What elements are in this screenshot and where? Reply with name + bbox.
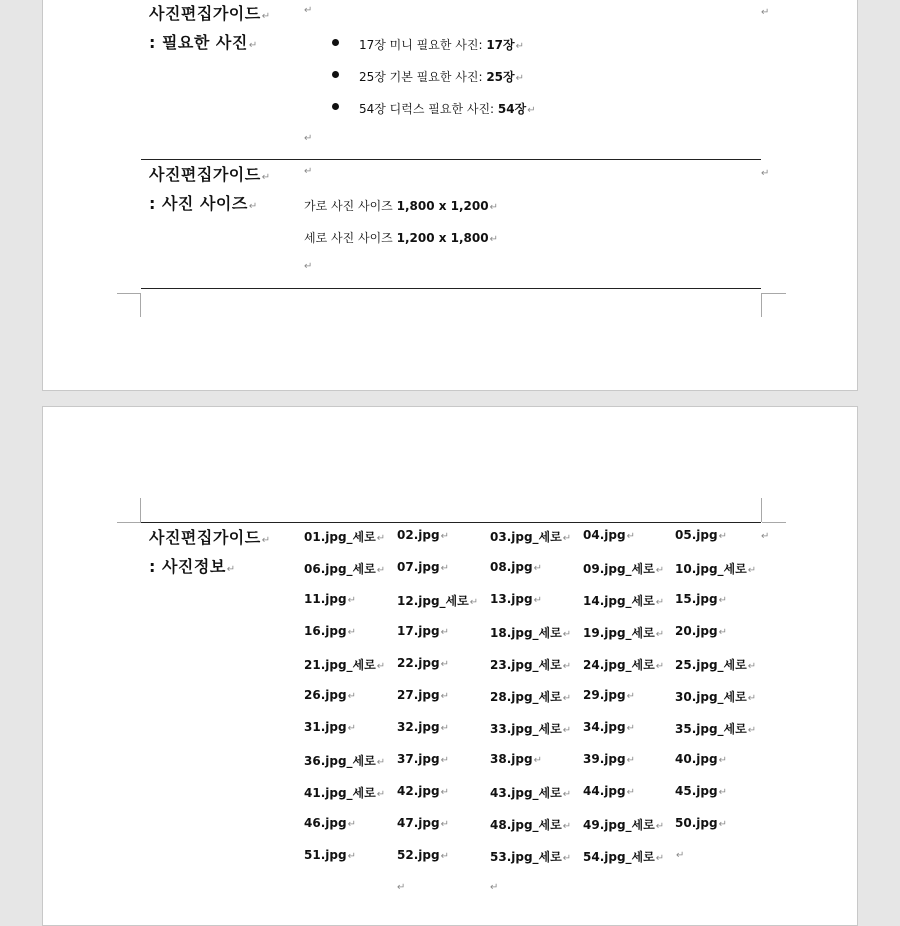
- paragraph-mark: ↵: [440, 563, 449, 574]
- vertical-size-line: 세로 사진 사이즈 1,200 x 1,800↵: [304, 231, 498, 245]
- paragraph-mark: ↵: [347, 723, 356, 734]
- photo-file-name: 50.jpg: [675, 816, 718, 830]
- paragraph-mark: ↵: [562, 853, 572, 864]
- paragraph-mark: ↵: [718, 819, 727, 830]
- photo-file-name: 44.jpg: [583, 784, 626, 798]
- photo-file-name: 34.jpg: [583, 720, 626, 734]
- table-top-border: [141, 522, 761, 523]
- table-bottom-border: [141, 288, 761, 289]
- photo-file-cell: [304, 592, 356, 606]
- photo-file-cell: [583, 528, 635, 542]
- photo-file-name: 38.jpg: [490, 752, 533, 766]
- crop-mark: [761, 293, 762, 317]
- section-title-photos-needed: 사진편집가이드↵ : 필요한 사진↵: [149, 4, 271, 52]
- photo-file-cell: [490, 816, 571, 833]
- photo-file-name: 09.jpg_세로: [583, 562, 655, 576]
- photo-file-name: 03.jpg_세로: [490, 530, 562, 544]
- photo-file-name: 36.jpg_세로: [304, 754, 376, 768]
- crop-mark: [762, 522, 786, 523]
- horizontal-size-line: 가로 사진 사이즈 1,800 x 1,200↵: [304, 199, 498, 213]
- photo-file-name: 35.jpg_세로: [675, 722, 747, 736]
- crop-mark: [140, 498, 141, 522]
- photo-file-cell: [583, 752, 635, 766]
- paragraph-mark: ↵: [440, 851, 449, 862]
- bullet-dot-icon: [332, 39, 339, 46]
- cell-end-mark: ↵: [761, 7, 770, 18]
- photo-file-cell: [490, 848, 571, 865]
- paragraph-mark: ↵: [304, 166, 313, 177]
- paragraph-mark: ↵: [376, 789, 386, 800]
- paragraph-mark: ↵: [490, 882, 499, 893]
- photo-file-name: 37.jpg: [397, 752, 440, 766]
- paragraph-mark: ↵: [440, 691, 449, 702]
- paragraph-mark: ↵: [347, 595, 356, 606]
- crop-mark: [117, 293, 141, 294]
- paragraph-mark: ↵: [440, 531, 449, 542]
- paragraph-mark: ↵: [718, 627, 727, 638]
- photo-file-cell: [490, 784, 571, 801]
- photo-file-name: 48.jpg_세로: [490, 818, 562, 832]
- photo-file-cell: [583, 848, 664, 865]
- paragraph-mark: ↵: [562, 661, 572, 672]
- paragraph-mark: ↵: [440, 787, 449, 798]
- photo-file-cell: [583, 816, 664, 833]
- cell-end-mark: ↵: [761, 531, 770, 542]
- paragraph-mark: ↵: [533, 755, 542, 766]
- photo-file-name: 12.jpg_세로: [397, 594, 469, 608]
- photo-file-cell: [675, 688, 756, 705]
- photo-file-name: 46.jpg: [304, 816, 347, 830]
- paragraph-mark: ↵: [718, 787, 727, 798]
- photo-file-name: 40.jpg: [675, 752, 718, 766]
- paragraph-mark: ↵: [440, 819, 449, 830]
- section-title-photo-size: 사진편집가이드↵ : 사진 사이즈↵: [149, 165, 271, 213]
- photo-file-cell: [304, 624, 356, 638]
- paragraph-mark: ↵: [718, 531, 727, 542]
- paragraph-mark: ↵: [440, 627, 449, 638]
- photo-file-cell: [583, 592, 664, 609]
- photo-file-cell: [304, 656, 385, 673]
- paragraph-mark: ↵: [376, 533, 386, 544]
- photo-file-cell: [397, 592, 478, 609]
- photo-file-cell: [490, 624, 571, 641]
- paragraph-mark: ↵: [347, 627, 356, 638]
- paragraph-mark: ↵: [747, 725, 757, 736]
- photo-file-name: 18.jpg_세로: [490, 626, 562, 640]
- photo-file-name: 17.jpg: [397, 624, 440, 638]
- photo-file-cell: [675, 560, 756, 577]
- paragraph-mark: ↵: [747, 693, 757, 704]
- photo-file-name: 13.jpg: [490, 592, 533, 606]
- section-title-photo-info: 사진편집가이드↵ : 사진정보↵: [149, 528, 271, 576]
- paragraph-mark: ↵: [376, 661, 386, 672]
- paragraph-mark: ↵: [562, 821, 572, 832]
- photo-file-cell: [397, 816, 449, 830]
- paragraph-mark: ↵: [626, 787, 635, 798]
- photo-file-cell: [583, 656, 664, 673]
- photo-file-cell: [490, 560, 542, 574]
- photo-file-cell: [675, 752, 727, 766]
- paragraph-mark: ↵: [655, 821, 665, 832]
- photo-file-name: 32.jpg: [397, 720, 440, 734]
- photo-file-cell: [675, 784, 727, 798]
- photo-file-cell: [397, 784, 449, 798]
- photo-file-name: 16.jpg: [304, 624, 347, 638]
- photo-file-name: 30.jpg_세로: [675, 690, 747, 704]
- photo-file-cell: [397, 656, 449, 670]
- paragraph-mark: ↵: [747, 661, 757, 672]
- table-row-divider: [141, 159, 761, 160]
- photo-file-name: 53.jpg_세로: [490, 850, 562, 864]
- photo-file-cell: [304, 816, 356, 830]
- photo-file-name: 19.jpg_세로: [583, 626, 655, 640]
- photo-file-name: 22.jpg: [397, 656, 440, 670]
- paragraph-mark: ↵: [718, 755, 727, 766]
- photo-file-name: 52.jpg: [397, 848, 440, 862]
- photo-file-cell: [397, 720, 449, 734]
- paragraph-mark: ↵: [655, 565, 665, 576]
- paragraph-mark: ↵: [655, 597, 665, 608]
- paragraph-mark: ↵: [347, 851, 356, 862]
- photo-file-name: 31.jpg: [304, 720, 347, 734]
- photo-file-cell: [490, 592, 542, 606]
- photo-file-cell: [304, 752, 385, 769]
- photo-file-name: 20.jpg: [675, 624, 718, 638]
- paragraph-mark: ↵: [347, 691, 356, 702]
- paragraph-mark: ↵: [440, 723, 449, 734]
- photo-file-cell: [675, 624, 727, 638]
- bullet-dot-icon: [332, 71, 339, 78]
- bullet-item-deluxe: 54장 디럭스 필요한 사진: 54장↵: [359, 100, 536, 117]
- photo-file-name: 39.jpg: [583, 752, 626, 766]
- photo-file-cell: [675, 592, 727, 606]
- photo-file-name: 01.jpg_세로: [304, 530, 376, 544]
- bullet-item-basic: 25장 기본 필요한 사진: 25장↵: [359, 68, 524, 85]
- photo-file-cell: [397, 560, 449, 574]
- paragraph-mark: ↵: [440, 659, 449, 670]
- paragraph-mark: ↵: [347, 819, 356, 830]
- photo-file-cell: [397, 528, 449, 542]
- photo-file-name: 11.jpg: [304, 592, 347, 606]
- photo-file-name: 05.jpg: [675, 528, 718, 542]
- photo-file-cell: [397, 688, 449, 702]
- paragraph-mark: ↵: [747, 565, 757, 576]
- paragraph-mark: ↵: [655, 661, 665, 672]
- photo-file-cell: [304, 560, 385, 577]
- cell-end-mark: ↵: [761, 168, 770, 179]
- crop-mark: [761, 498, 762, 522]
- photo-file-cell: [675, 720, 756, 737]
- photo-file-name: 26.jpg: [304, 688, 347, 702]
- photo-file-cell: [490, 656, 571, 673]
- paragraph-mark: ↵: [440, 755, 449, 766]
- document-page-2: [42, 406, 858, 926]
- photo-file-cell: [304, 784, 385, 801]
- photo-file-name: 04.jpg: [583, 528, 626, 542]
- photo-file-name: 21.jpg_세로: [304, 658, 376, 672]
- paragraph-mark: ↵: [376, 757, 386, 768]
- paragraph-mark: ↵: [676, 850, 685, 861]
- paragraph-mark: ↵: [655, 853, 665, 864]
- paragraph-mark: ↵: [562, 725, 572, 736]
- photo-file-cell: [304, 688, 356, 702]
- paragraph-mark: ↵: [626, 723, 635, 734]
- paragraph-mark: ↵: [562, 533, 572, 544]
- photo-file-name: 33.jpg_세로: [490, 722, 562, 736]
- paragraph-mark: ↵: [626, 531, 635, 542]
- photo-file-cell: [675, 816, 727, 830]
- photo-file-cell: [583, 784, 635, 798]
- photo-file-cell: [304, 720, 356, 734]
- photo-file-cell: [304, 848, 356, 862]
- paragraph-mark: ↵: [718, 595, 727, 606]
- photo-file-name: 23.jpg_세로: [490, 658, 562, 672]
- paragraph-mark: ↵: [655, 629, 665, 640]
- photo-file-cell: [397, 624, 449, 638]
- photo-file-name: 45.jpg: [675, 784, 718, 798]
- photo-file-name: 10.jpg_세로: [675, 562, 747, 576]
- paragraph-mark: ↵: [562, 629, 572, 640]
- photo-file-name: 29.jpg: [583, 688, 626, 702]
- photo-file-cell: [583, 720, 635, 734]
- photo-file-name: 42.jpg: [397, 784, 440, 798]
- paragraph-mark: ↵: [304, 261, 313, 272]
- photo-file-name: 47.jpg: [397, 816, 440, 830]
- photo-file-cell: [675, 656, 756, 673]
- photo-file-cell: [583, 688, 635, 702]
- photo-file-name: 43.jpg_세로: [490, 786, 562, 800]
- crop-mark: [140, 293, 141, 317]
- paragraph-mark: ↵: [533, 563, 542, 574]
- paragraph-mark: ↵: [533, 595, 542, 606]
- photo-file-cell: [490, 528, 571, 545]
- photo-file-cell: [583, 624, 664, 641]
- paragraph-mark: ↵: [562, 789, 572, 800]
- document-page-1: [42, 0, 858, 391]
- photo-file-name: 25.jpg_세로: [675, 658, 747, 672]
- photo-file-name: 51.jpg: [304, 848, 347, 862]
- photo-file-name: 07.jpg: [397, 560, 440, 574]
- paragraph-mark: ↵: [304, 5, 313, 16]
- photo-file-cell: [397, 848, 449, 862]
- photo-file-name: 27.jpg: [397, 688, 440, 702]
- photo-file-name: 08.jpg: [490, 560, 533, 574]
- photo-file-cell: [304, 528, 385, 545]
- paragraph-mark: ↵: [469, 597, 479, 608]
- paragraph-mark: ↵: [626, 755, 635, 766]
- photo-file-cell: [490, 720, 571, 737]
- photo-file-name: 24.jpg_세로: [583, 658, 655, 672]
- photo-file-name: 41.jpg_세로: [304, 786, 376, 800]
- paragraph-mark: ↵: [376, 565, 386, 576]
- paragraph-mark: ↵: [562, 693, 572, 704]
- photo-file-name: 06.jpg_세로: [304, 562, 376, 576]
- crop-mark: [762, 293, 786, 294]
- bullet-dot-icon: [332, 103, 339, 110]
- photo-file-cell: [490, 752, 542, 766]
- photo-file-name: 02.jpg: [397, 528, 440, 542]
- photo-file-name: 54.jpg_세로: [583, 850, 655, 864]
- photo-file-cell: [490, 688, 571, 705]
- photo-file-cell: [583, 560, 664, 577]
- photo-file-name: 15.jpg: [675, 592, 718, 606]
- photo-file-cell: [675, 528, 727, 542]
- paragraph-mark: ↵: [397, 882, 406, 893]
- photo-file-cell: [397, 752, 449, 766]
- crop-mark: [117, 522, 141, 523]
- paragraph-mark: ↵: [304, 133, 313, 144]
- bullet-item-mini: 17장 미니 필요한 사진: 17장↵: [359, 36, 524, 53]
- photo-file-name: 28.jpg_세로: [490, 690, 562, 704]
- paragraph-mark: ↵: [626, 691, 635, 702]
- photo-file-name: 49.jpg_세로: [583, 818, 655, 832]
- photo-file-name: 14.jpg_세로: [583, 594, 655, 608]
